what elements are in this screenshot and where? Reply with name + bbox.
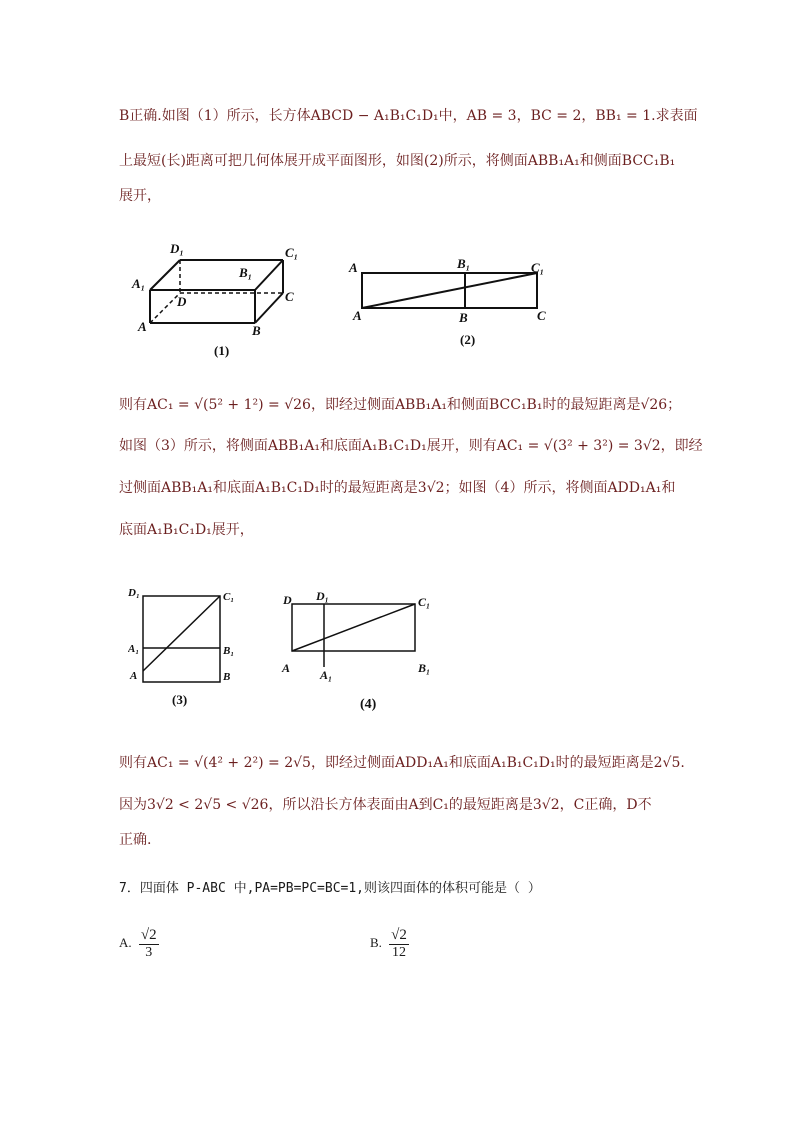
figure-3-unfold <box>128 582 248 712</box>
fig1-label-c1: C₁ <box>285 245 299 260</box>
paragraph-3-line-3: 正确. <box>119 832 152 848</box>
fig4-label-b1: B₁ <box>418 661 431 675</box>
fig1-label-b: B <box>252 323 261 338</box>
fig2-label-b: B <box>459 310 468 325</box>
fig4-caption: (4) <box>360 697 377 712</box>
fig3-label-b: B <box>223 671 231 683</box>
fig4-label-a1: A₁ <box>320 668 333 682</box>
paragraph-2-line-4: 底面A₁B₁C₁D₁展开， <box>119 522 254 538</box>
option-b-numerator: √2 <box>391 927 407 943</box>
option-a-label: A. <box>119 934 132 950</box>
fig3-label-b1: B₁ <box>223 645 235 657</box>
figure-1-cuboid <box>130 235 305 365</box>
fig4-label-d1: D₁ <box>316 589 329 603</box>
paragraph-3-line-2: 因为3√2 < 2√5 < √26，所以沿长方体表面由A到C₁的最短距离是3√2，C正确，D不 <box>119 797 652 813</box>
paragraph-1-line-3: 展开， <box>119 188 161 204</box>
fig1-caption: (1) <box>214 343 230 358</box>
option-b-fraction <box>389 927 409 961</box>
fig1-label-a: A <box>138 319 147 334</box>
fig3-label-d1: D₁ <box>128 587 140 599</box>
question-7-text: 7．四面体 P-ABC 中,PA=PB=PC=BC=1,则该四面体的体积可能是（ ） <box>119 881 541 896</box>
fig1-label-a1: A₁ <box>132 276 146 291</box>
option-a-denominator: 3 <box>145 945 153 960</box>
figure-2-unfold <box>345 250 555 350</box>
paragraph-2-line-2: 如图（3）所示，将侧面ABB₁A₁和底面A₁B₁C₁D₁展开，则有AC₁ = √(3² + 3²) = 3√2，即经 <box>119 438 703 454</box>
fig3-caption: (3) <box>172 692 188 707</box>
fig2-label-a: A <box>353 308 362 323</box>
fig3-label-a1: A₁ <box>128 643 140 655</box>
fig2-caption: (2) <box>460 332 476 347</box>
paragraph-1-line-1: B正确.如图（1）所示，长方体ABCD − A₁B₁C₁D₁中，AB = 3，BC = 2，BB₁ = 1.求表面 <box>119 108 698 124</box>
option-b-label: B. <box>370 934 382 950</box>
fig1-label-d1: D₁ <box>170 241 184 256</box>
fig4-label-d: D <box>283 593 292 607</box>
fig1-label-b1: B₁ <box>239 265 253 280</box>
paragraph-2-line-1: 则有AC₁ = √(5² + 1²) = √26，即经过侧面ABB₁A₁和侧面BCC₁B₁时的最短距离是√26； <box>119 397 682 413</box>
option-b[interactable] <box>370 927 409 961</box>
fig2-label-a-top: A <box>349 260 358 275</box>
figure-4-unfold <box>280 588 440 713</box>
fig2-label-c1: C₁ <box>531 260 545 275</box>
fig3-label-c1: C₁ <box>223 591 235 603</box>
option-a[interactable] <box>119 927 159 961</box>
fig1-label-c: C <box>285 289 294 304</box>
fig4-label-c1: C₁ <box>418 595 431 609</box>
fig2-label-b1: B₁ <box>457 256 471 271</box>
option-a-fraction <box>139 927 159 961</box>
paragraph-1-line-2: 上最短(长)距离可把几何体展开成平面图形，如图(2)所示，将侧面ABB₁A₁和侧面BCC₁B₁ <box>119 153 676 169</box>
option-b-denominator: 12 <box>392 945 407 960</box>
fig3-label-a: A <box>130 670 138 682</box>
paragraph-3-line-1: 则有AC₁ = √(4² + 2²) = 2√5，即经过侧面ADD₁A₁和底面A₁B₁C₁D₁时的最短距离是2√5. <box>119 755 685 771</box>
fig1-label-d: D <box>177 294 187 309</box>
fig4-label-a: A <box>282 661 291 675</box>
option-a-numerator: √2 <box>140 927 157 943</box>
paragraph-2-line-3: 过侧面ABB₁A₁和底面A₁B₁C₁D₁时的最短距离是3√2；如图（4）所示，将侧面ADD₁A₁和 <box>119 480 676 496</box>
fig2-label-c: C <box>537 308 546 323</box>
